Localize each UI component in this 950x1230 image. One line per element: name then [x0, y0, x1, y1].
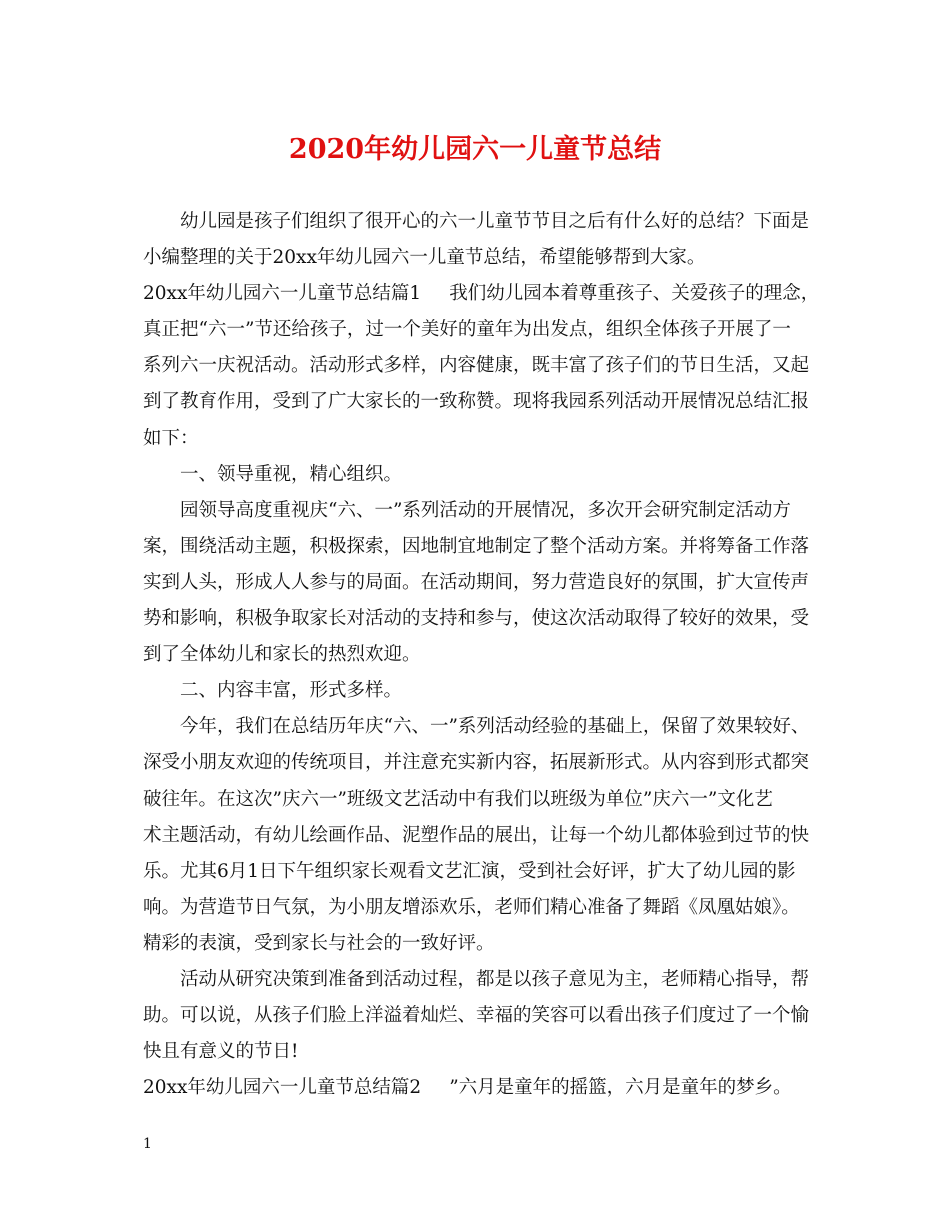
- text-line: 到了全体幼儿和家长的热烈欢迎。: [143, 644, 421, 666]
- text-line: 案，围绕活动主题，积极探索，因地制宜地制定了整个活动方案。并将筹备工作落: [143, 535, 810, 557]
- text-line: [143, 1070, 823, 1106]
- section-heading: 20xx年幼儿园六一儿童节总结篇1: [143, 283, 422, 305]
- document-title: 2020年幼儿园六一儿童节总结: [288, 134, 662, 165]
- text-line: 快且有意义的节日!: [143, 1041, 299, 1063]
- document-body: [143, 204, 823, 1106]
- section-heading: 20xx年幼儿园六一儿童节总结篇2: [143, 1077, 422, 1099]
- text-line: 实到人头，形成人人参与的局面。在活动期间，努力营造良好的氛围，扩大宣传声: [143, 571, 810, 593]
- text-line: 响。为营造节日气氛，为小朋友增添欢乐，老师们精心准备了舞蹈《凤凰姑娘》。: [143, 896, 800, 918]
- text-line: 助。可以说，从孩子们脸上洋溢着灿烂、幸福的笑容可以看出孩子们度过了一个愉: [143, 1005, 810, 1027]
- text-line: 精彩的表演，受到家长与社会的一致好评。: [143, 932, 495, 954]
- text-line: 园领导高度重视庆“六、一”系列活动的开展情况，多次开会研究制定活动方: [180, 499, 791, 521]
- text-line: 如下：: [143, 427, 199, 449]
- text-line: 到了教育作用，受到了广大家长的一致称赞。现将我园系列活动开展情况总结汇报: [143, 391, 810, 413]
- text-line: 势和影响，积极争取家长对活动的支持和参与，使这次活动取得了较好的效果，受: [143, 608, 810, 630]
- text-line: 活动从研究决策到准备到活动过程，都是以孩子意见为主，老师精心指导，帮: [180, 968, 810, 990]
- text-run: ”六月是童年的摇篮，六月是童年的梦乡。: [449, 1077, 792, 1099]
- text-line: 破往年。在这次”庆六一”班级文艺活动中有我们以班级为单位”庆六一”文化艺: [143, 788, 773, 810]
- text-line: 系列六一庆祝活动。活动形式多样，内容健康，既丰富了孩子们的节日生活，又起: [143, 355, 810, 377]
- text-line: 小编整理的关于20xx年幼儿园六一儿童节总结，希望能够帮到大家。: [143, 247, 706, 269]
- subheading: 二、内容丰富，形式多样。: [180, 680, 403, 702]
- text-line: 深受小朋友欢迎的传统项目，并注意充实新内容，拓展新形式。从内容到形式都突: [143, 752, 810, 774]
- subheading: 一、领导重视，精心组织。: [180, 463, 403, 485]
- text-run: 我们幼儿园本着尊重孩子、关爱孩子的理念，: [449, 283, 820, 305]
- text-line: [143, 276, 823, 312]
- text-line: 幼儿园是孩子们组织了很开心的六一儿童节节目之后有什么好的总结？下面是: [180, 211, 810, 232]
- page-number: 1: [143, 1136, 152, 1152]
- text-line: 术主题活动，有幼儿绘画作品、泥塑作品的展出，让每一个幼儿都体验到过节的快: [143, 824, 810, 846]
- text-line: 真正把“六一”节还给孩子，过一个美好的童年为出发点，组织全体孩子开展了一: [143, 319, 791, 341]
- text-line: 乐。尤其6月1日下午组织家长观看文艺汇演，受到社会好评，扩大了幼儿园的影: [143, 860, 796, 882]
- text-line: 今年，我们在总结历年庆“六、一”系列活动经验的基础上，保留了效果较好、: [180, 716, 810, 738]
